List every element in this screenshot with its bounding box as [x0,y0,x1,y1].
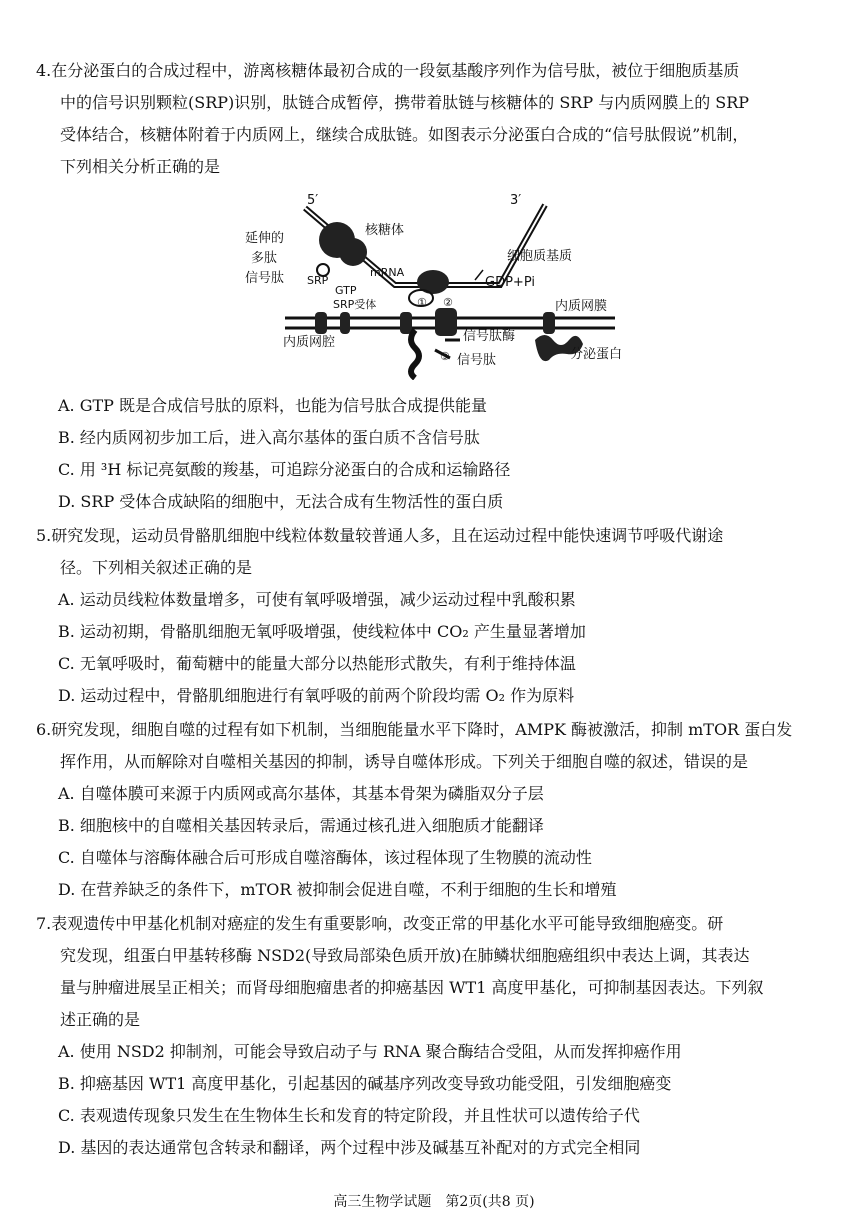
label-3-prime: 3′ [510,193,522,208]
label-er-membrane: 内质网膜 [555,299,608,314]
q6-option-b: B. 细胞核中的自噬相关基因转录后，需通过核孔进入细胞质才能翻译 [58,816,544,835]
label-signal-peptidase: 信号肽酶 [463,329,516,344]
q5-option-d: D. 运动过程中，骨骼肌细胞进行有氧呼吸的前两个阶段均需 O₂ 作为原料 [58,686,575,705]
signal-peptide-hypothesis-figure [245,190,645,380]
stem-line: 究发现，组蛋白甲基转移酶 NSD2(导致局部染色质开放)在肺鳞状细胞癌组织中表达上调，其表达 [60,946,750,965]
label-ribosome: 核糖体 [365,223,405,238]
q7-option-a: A. 使用 NSD2 抑制剂，可能会导致启动子与 RNA 聚合酶结合受阻，从而发挥抑癌作用 [58,1042,682,1061]
question-number: 7. [36,914,52,933]
gdp-arrow [475,270,483,280]
stem-line: 研究发现，细胞自噬的过程有如下机制，当细胞能量水平下降时，AMPK 酶被激活，抑制 mTOR 蛋白发 [51,720,793,739]
page-footer: 高三生物学试题 第2页(共8 页) [333,1194,535,1210]
membrane-protein [400,312,412,334]
label-5-prime: 5′ [307,193,319,208]
question-number: 4. [36,61,52,80]
stem-line: 径。下列相关叙述正确的是 [60,558,253,577]
stem-line: 中的信号识别颗粒(SRP)识别，肽链合成暂停，携带着肽链与核糖体的 SRP 与内质网膜上的 SRP [60,93,750,112]
stem-line: 述正确的是 [60,1010,141,1029]
q5-option-b: B. 运动初期，骨骼肌细胞无氧呼吸增强，使线粒体中 CO₂ 产生量显著增加 [58,622,586,641]
q5-option-a: A. 运动员线粒体数量增多，可使有氧呼吸增强，减少运动过程中乳酸积累 [58,590,576,609]
label-cytoplasm: 细胞质基质 [507,249,573,264]
stem-line: 量与肿瘤进展呈正相关；而肾母细胞瘤患者的抑癌基因 WT1 高度甲基化，可抑制基因表达。下列叙 [60,978,764,997]
label-circle-3: ③ [440,350,450,363]
q7-option-d: D. 基因的表达通常包含转录和翻译，两个过程中涉及碱基互补配对的方式完全相同 [58,1138,641,1157]
label-extending: 延伸的 [245,231,285,246]
q6-option-a: A. 自噬体膜可来源于内质网或高尔基体，其基本骨架为磷脂双分子层 [58,784,544,803]
membrane-protein [340,312,350,334]
label-circle-2: ② [443,296,453,309]
q5-option-c: C. 无氧呼吸时，葡萄糖中的能量大部分以热能形式散失，有利于维持体温 [58,654,576,673]
label-er-lumen: 内质网腔 [283,335,336,350]
label-srp-receptor: SRP受体 [333,298,377,311]
q7-option-c: C. 表观遗传现象只发生在生物体生长和发育的特定阶段，并且性状可以遗传给子代 [58,1106,640,1125]
q6-option-d: D. 在营养缺乏的条件下，mTOR 被抑制会促进自噬，不利于细胞的生长和增殖 [58,880,617,899]
ribosome-small [339,238,367,266]
stem-line: 受体结合，核糖体附着于内质网上，继续合成肽链。如图表示分泌蛋白合成的“信号肽假说”机制， [60,125,749,144]
label-secreted-protein: 分泌蛋白 [570,347,623,362]
q4-option-d: D. SRP 受体合成缺陷的细胞中，无法合成有生物活性的蛋白质 [58,492,504,511]
q4-option-c: C. 用 ³H 标记亮氨酸的羧基，可追踪分泌蛋白的合成和运输路径 [58,460,511,479]
question-7 [36,908,836,1036]
stem-line: 在分泌蛋白的合成过程中，游离核糖体最初合成的一段氨基酸序列作为信号肽，被位于细胞质基质 [51,61,740,80]
question-6 [36,714,836,778]
question-number: 6. [36,720,52,739]
stem-line: 下列相关分析正确的是 [60,157,221,176]
question-number: 5. [36,526,52,545]
q4-option-a: A. GTP 既是合成信号肽的原料，也能为信号肽合成提供能量 [58,396,488,415]
translocon [435,308,457,336]
q7-option-b: B. 抑癌基因 WT1 高度甲基化，引起基因的碱基序列改变导致功能受阻，引发细胞癌变 [58,1074,672,1093]
label-mrna: mRNA [370,266,405,279]
stem-line: 研究发现，运动员骨骼肌细胞中线粒体数量较普通人多，且在运动过程中能快速调节呼吸代谢途 [51,526,724,545]
membrane-protein [315,312,327,334]
membrane-protein [543,312,555,334]
polypeptide-coil [411,330,419,378]
label-polypeptide: 多肽 [251,251,278,266]
label-circle-1: ① [417,296,427,309]
question-4-stem [36,55,836,183]
label-signal-peptide-left: 信号肽 [245,271,285,286]
q4-option-b: B. 经内质网初步加工后，进入高尔基体的蛋白质不含信号肽 [58,428,480,447]
question-5 [36,520,836,584]
label-gdp-pi: GDP+Pi [485,275,535,290]
label-signal-peptide-bottom: 信号肽 [457,353,497,368]
stem-line: 表观遗传中甲基化机制对癌症的发生有重要影响，改变正常的甲基化水平可能导致细胞癌变。研 [51,914,724,933]
stem-line: 挥作用，从而解除对自噬相关基因的抑制，诱导自噬体形成。下列关于细胞自噬的叙述，错误的是 [60,752,749,771]
label-gtp: GTP [335,284,357,297]
q6-option-c: C. 自噬体与溶酶体融合后可形成自噬溶酶体，该过程体现了生物膜的流动性 [58,848,592,867]
label-srp: SRP [307,274,329,287]
question-4 [36,55,836,183]
